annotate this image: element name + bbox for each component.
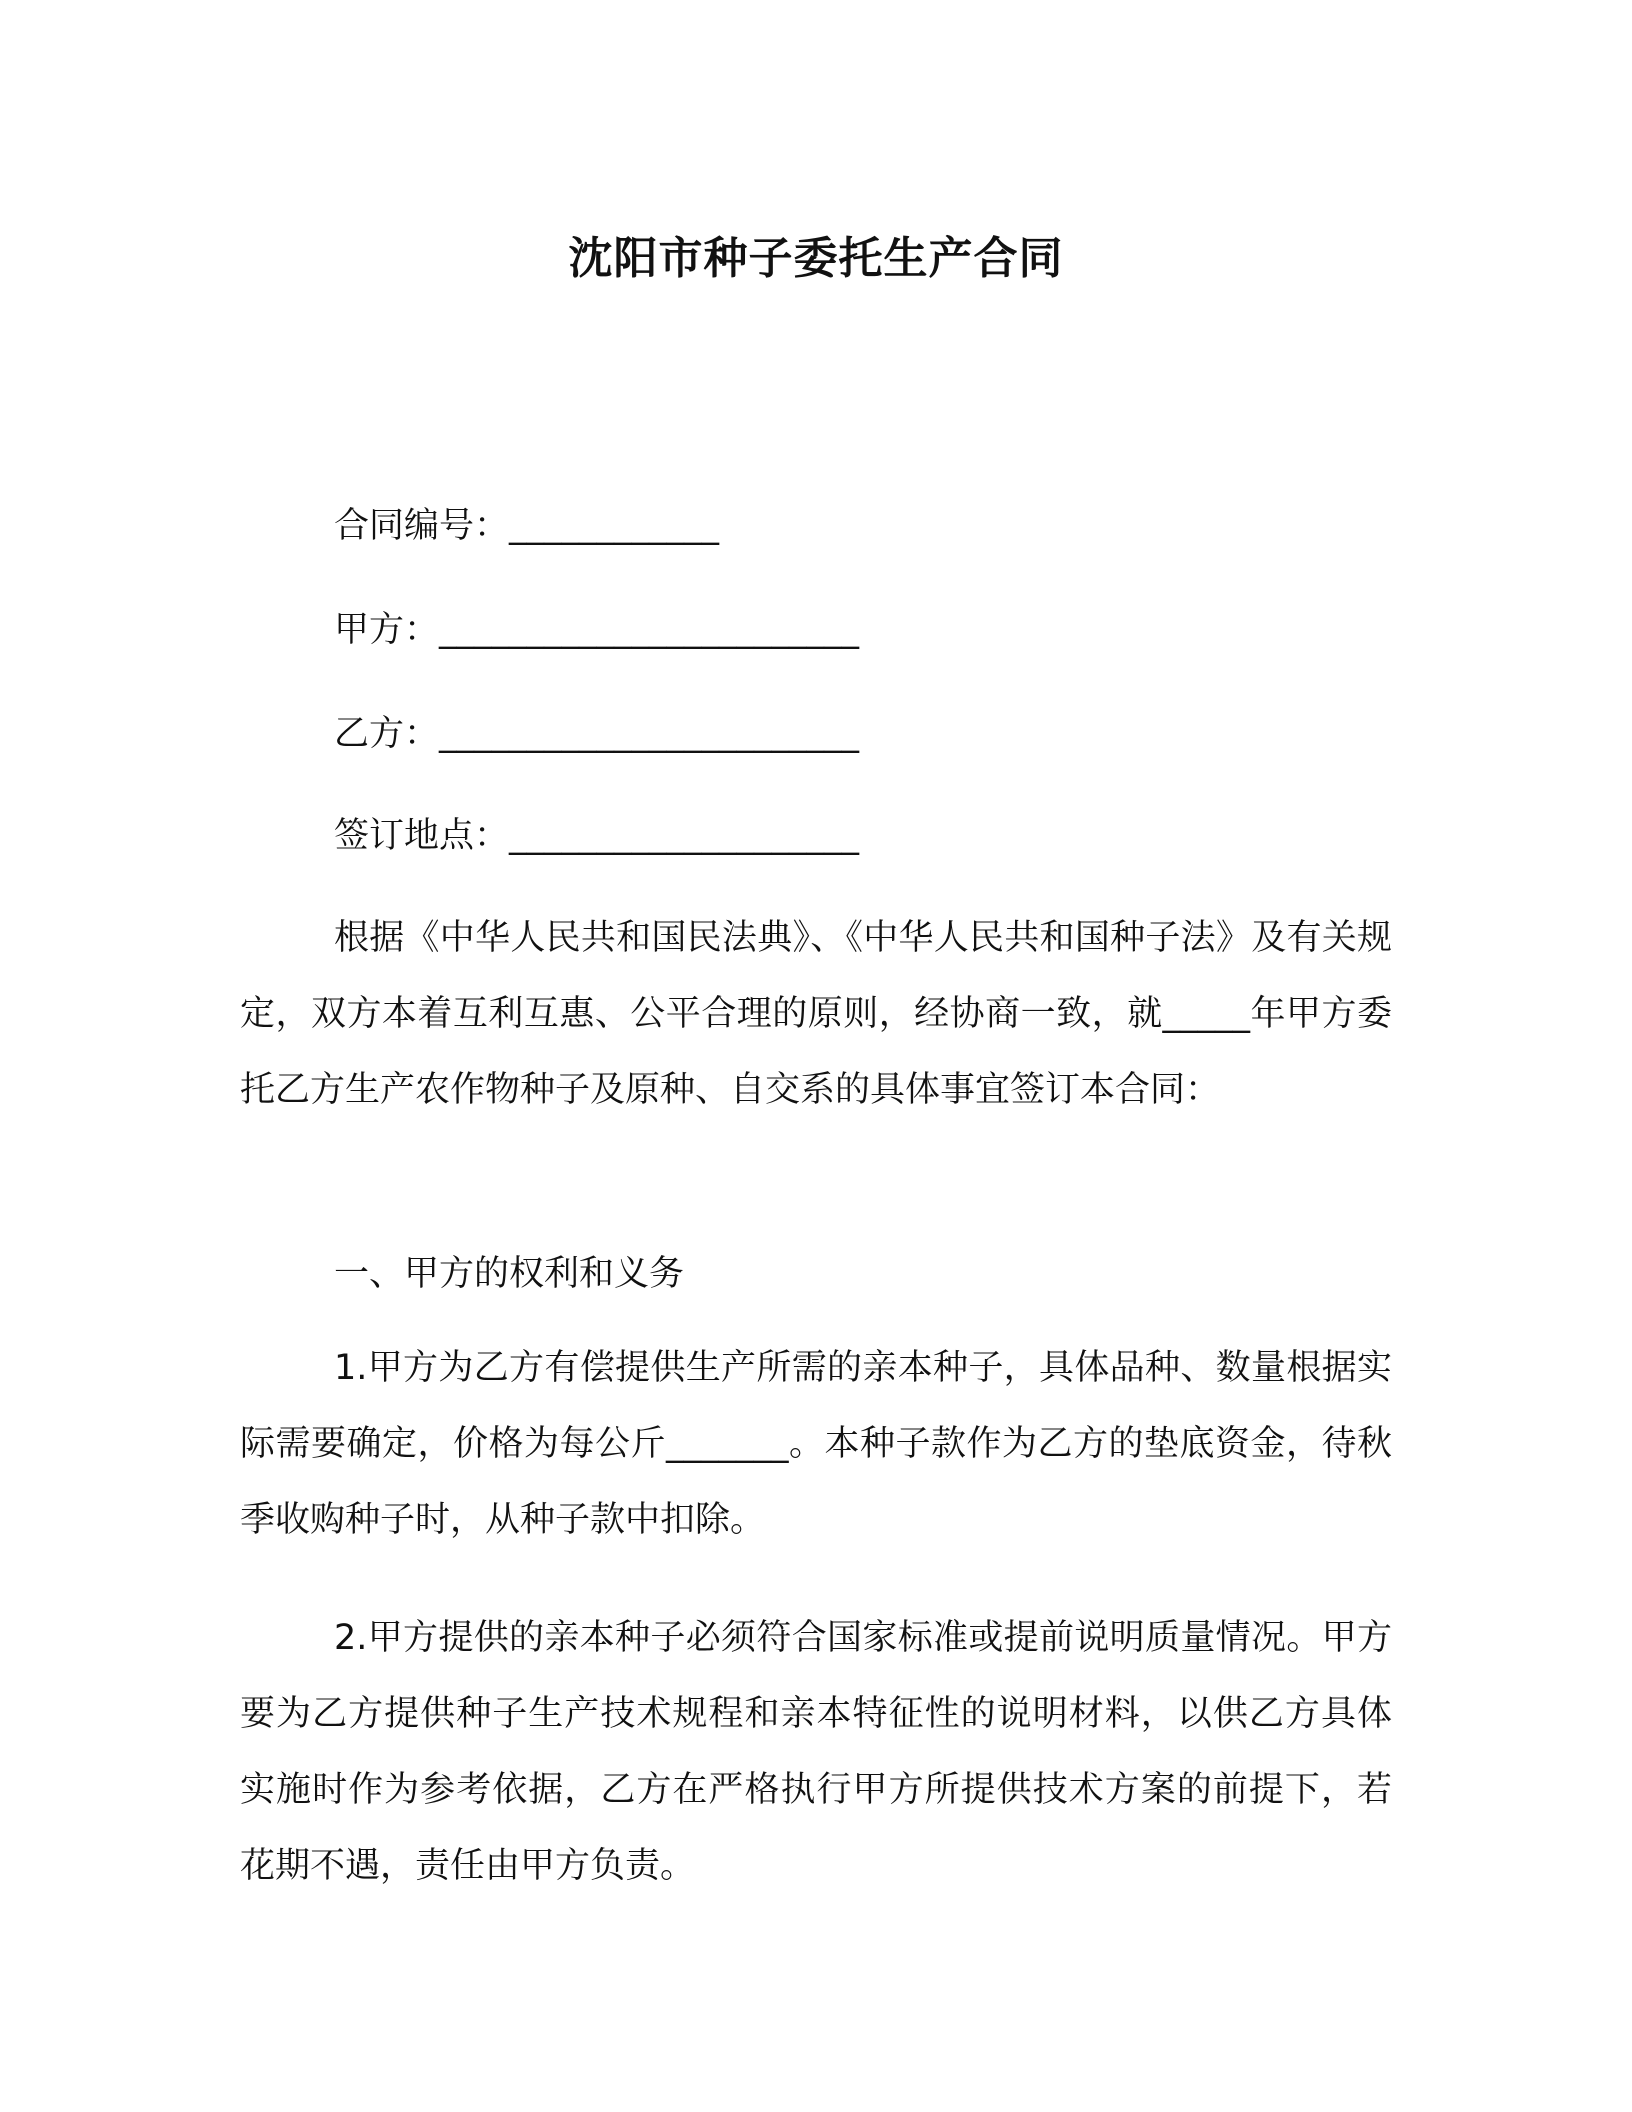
party-a-blank: ________________________ (439, 610, 860, 650)
signing-place-label: 签订地点： (334, 816, 510, 856)
party-b-blank: ________________________ (439, 714, 860, 754)
signing-place-field (334, 808, 859, 858)
party-a-label: 甲方： (334, 610, 440, 650)
contract-number-blank: ____________ (509, 506, 720, 546)
clause-2-paragraph: 2.甲方提供的亲本种子必须符合国家标准或提前说明质量情况。甲方要为乙方提供种子生产技术规程和亲本特征性的说明材料，以供乙方具体实施时作为参考依据，乙方在严格执行甲方所提供技术方案的前提下，若花期不遇，责任由甲方负责。 (240, 1618, 1392, 1886)
intro-paragraph: 根据《中华人民共和国民法典》、《中华人民共和国种子法》及有关规定，双方本着互利互惠、公平合理的原则，经协商一致，就_____年甲方委托乙方生产农作物种子及原种、自交系的具体事宜签订本合同： (240, 918, 1392, 1110)
contract-number-field (334, 498, 719, 548)
clause-1-paragraph: 1.甲方为乙方有偿提供生产所需的亲本种子，具体品种、数量根据实际需要确定，价格为每公斤_______。本种子款作为乙方的垫底资金，待秋季收购种子时，从种子款中扣除。 (240, 1348, 1392, 1540)
party-b-field (334, 706, 859, 756)
party-b-label: 乙方： (334, 714, 440, 754)
party-a-field (334, 602, 859, 652)
contract-number-label: 合同编号： (334, 506, 510, 546)
document-title: 沈阳市种子委托生产合同 (568, 233, 1064, 284)
section-1-heading: 一、甲方的权利和义务 (334, 1254, 685, 1294)
signing-place-blank: ____________________ (509, 816, 860, 856)
